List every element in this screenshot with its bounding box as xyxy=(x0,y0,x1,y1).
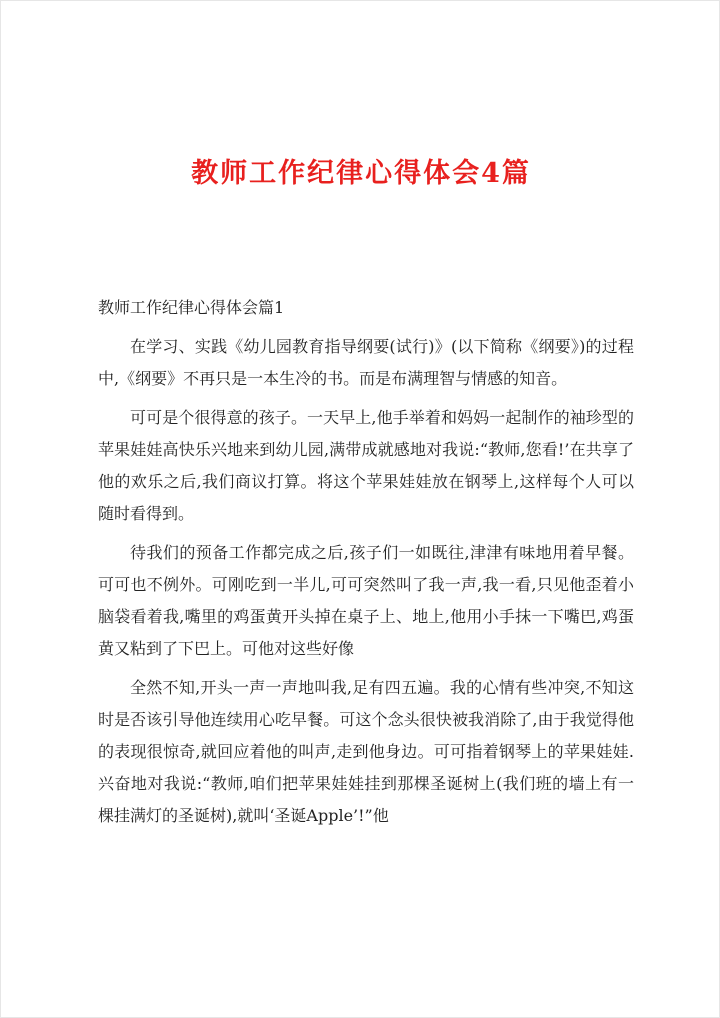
document-body xyxy=(98,292,634,832)
section-heading: 教师工作纪律心得体会篇1 xyxy=(98,298,285,317)
document-title: 教师工作纪律心得体会4篇 xyxy=(191,158,531,189)
paragraph: 可可是个很得意的孩子。一天早上,他手举着和妈妈一起制作的袖珍型的苹果娃娃高快乐兴地来到幼儿园,满带成就感地对我说:“教师,您看!’在共享了他的欢乐之后,我们商议打算。将这个苹果娃娃放在钢琴上,这样每个人可以随时看得到。 xyxy=(98,408,634,523)
paragraph: 待我们的预备工作都完成之后,孩子们一如既往,津津有味地用着早餐。可可也不例外。可刚吃到一半儿,可可突然叫了我一声,我一看,只见他歪着小脑袋看着我,嘴里的鸡蛋黄开头掉在桌子上、地上,他用小手抹一下嘴巴,鸡蛋黄又粘到了下巴上。可他对这些好像 xyxy=(98,543,634,658)
paragraph: 全然不知,开头一声一声地叫我,足有四五遍。我的心情有些冲突,不知这时是否该引导他连续用心吃早餐。可这个念头很快被我消除了,由于我觉得他的表现很惊奇,就回应着他的叫声,走到他身边。可可指着钢琴上的苹果娃娃.兴奋地对我说:“教师,咱们把苹果娃娃挂到那棵圣诞树上(我们班的墙上有一棵挂满灯的圣诞树),就叫‘圣诞Apple’!”他 xyxy=(98,678,634,825)
paragraph: 在学习、实践《幼儿园教育指导纲要(试行)》(以下简称《纲要》)的过程中,《纲要》不再只是一本生冷的书。而是布满理智与情感的知音。 xyxy=(98,337,634,388)
